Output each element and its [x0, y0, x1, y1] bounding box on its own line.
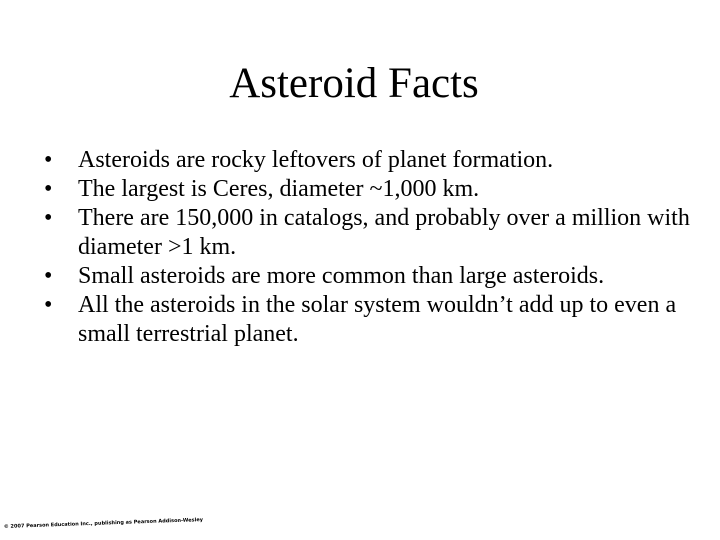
bullet-list	[44, 146, 714, 349]
bullet-text: Small asteroids are more common than large asteroids.	[78, 263, 605, 289]
bullet-marker: •	[44, 176, 53, 202]
bullet-marker: •	[44, 205, 53, 231]
bullet-text: All the asteroids in the solar system wouldn’t add up to even a small terrestrial planet.	[78, 292, 677, 347]
bullet-item	[44, 204, 714, 262]
bullet-item	[44, 175, 714, 204]
bullet-marker: •	[44, 292, 53, 318]
bullet-item	[44, 291, 714, 349]
bullet-text: There are 150,000 in catalogs, and probably over a million with diameter >1 km.	[78, 205, 690, 260]
copyright-footer: © 2007 Pearson Education Inc., publishing as Pearson Addison-Wesley	[3, 517, 204, 531]
bullet-item	[44, 262, 714, 291]
bullet-text: The largest is Ceres, diameter ~1,000 km.	[78, 176, 480, 202]
bullet-text: Asteroids are rocky leftovers of planet formation.	[78, 147, 554, 173]
bullet-marker: •	[44, 147, 53, 173]
bullet-marker: •	[44, 263, 53, 289]
slide-title: Asteroid Facts	[229, 60, 479, 107]
bullet-item	[44, 146, 714, 175]
